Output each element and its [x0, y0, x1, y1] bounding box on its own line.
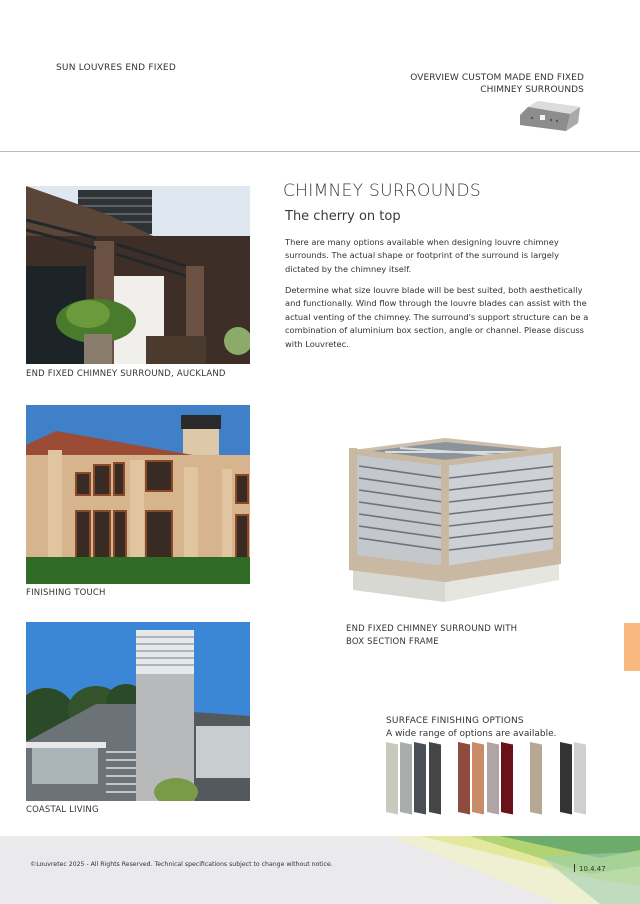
page-title: CHIMNEY SURROUNDS	[283, 181, 481, 201]
finishing-options-title: SURFACE FINISHING OPTIONS	[386, 716, 524, 726]
louvre-profile-icon	[518, 101, 580, 133]
finish-swatch-10	[560, 742, 572, 815]
photo-finishing-touch	[26, 405, 250, 584]
copyright-notice: ©Louvretec 2025 - All Rights Reserved. Technical specifications subject to change without notice.	[30, 861, 333, 868]
footer	[0, 836, 640, 904]
finish-swatch-5	[458, 742, 470, 815]
render-caption	[346, 623, 517, 649]
photo-auckland	[26, 186, 250, 364]
finish-swatch-3	[414, 742, 426, 815]
finish-swatch-9	[530, 742, 542, 815]
chimney-surround-render	[345, 430, 570, 615]
render-caption-line-2: BOX SECTION FRAME	[346, 637, 439, 647]
finish-swatch-4	[429, 742, 441, 815]
page-number-value: 10.4.47	[579, 865, 606, 873]
overview-heading	[410, 72, 584, 96]
page-subtitle: The cherry on top	[285, 209, 401, 224]
page-number-divider	[574, 864, 575, 872]
finish-swatch-2	[400, 742, 412, 815]
photo-caption-auckland: END FIXED CHIMNEY SURROUND, AUCKLAND	[26, 369, 226, 379]
intro-paragraph: There are many options available when designing louvre chimney surrounds. The actual shape or footprint of the surround is largely dictated by the chimney itself.	[285, 237, 560, 274]
page-number	[574, 864, 606, 873]
finish-swatch-7	[487, 742, 499, 815]
finish-swatches	[0, 742, 640, 822]
detail-paragraph: Determine what size louvre blade will be best suited, both aesthetically and functionally. Wind flow through the louvre blades can assist with the actual venting of the chimney. The surround's support structure can be a combination of aluminium box section, angle or channel. Please discuss with Louvretec.	[285, 285, 589, 349]
header-divider	[0, 151, 640, 152]
photo-caption-coastal-living: COASTAL LIVING	[26, 805, 99, 815]
render-caption-line-1: END FIXED CHIMNEY SURROUND WITH	[346, 624, 518, 634]
overview-line-2: CHIMNEY SURROUNDS	[480, 85, 584, 95]
finish-swatch-6	[472, 742, 484, 815]
photo-caption-finishing-touch: FINISHING TOUCH	[26, 588, 106, 598]
finish-swatch-1	[386, 742, 398, 815]
finish-swatch-11	[574, 742, 586, 815]
section-tab-marker	[624, 623, 640, 671]
finishing-options-subtitle: A wide range of options are available.	[386, 729, 557, 739]
overview-line-1: OVERVIEW CUSTOM MADE END FIXED	[410, 73, 584, 83]
finish-swatch-8	[501, 742, 513, 815]
section-label: SUN LOUVRES END FIXED	[56, 63, 176, 73]
